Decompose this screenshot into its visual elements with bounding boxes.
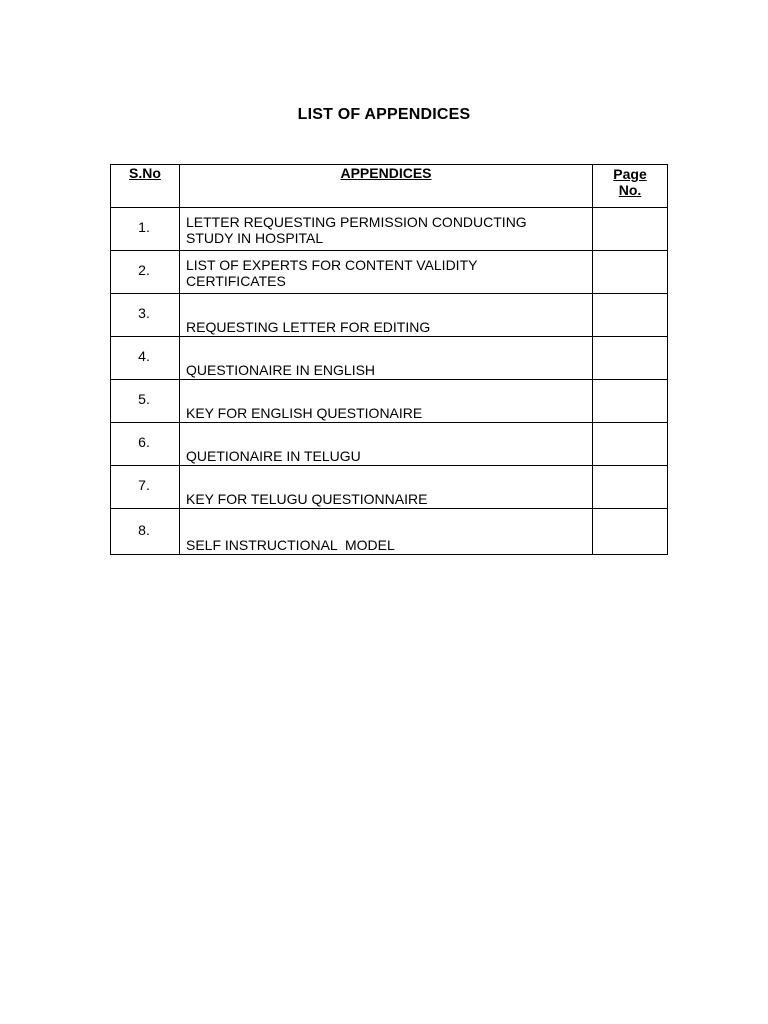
row-title: KEY FOR ENGLISH QUESTIONAIRE <box>180 380 593 423</box>
row-sno <box>111 208 180 251</box>
row-page <box>593 208 668 251</box>
page-title: LIST OF APPENDICES <box>297 106 471 123</box>
row-title-line2: CERTIFICATES <box>186 273 286 289</box>
row-sno-text: 3. <box>138 305 150 321</box>
row-sno-text: 1. <box>138 219 150 235</box>
row-title: QUETIONAIRE IN TELUGU <box>180 423 593 466</box>
row-sno <box>111 337 180 380</box>
row-sno <box>111 294 180 337</box>
row-title: SELF INSTRUCTIONAL MODEL <box>180 509 593 555</box>
row-sno <box>111 251 180 294</box>
row-page <box>593 509 668 555</box>
row-sno <box>111 423 180 466</box>
row-title-line1: LIST OF EXPERTS FOR CONTENT VALIDITY <box>186 257 478 273</box>
row-sno-text: 6. <box>138 434 150 450</box>
row-sno-text: 5. <box>138 391 150 407</box>
row-page <box>593 251 668 294</box>
header-page-no <box>593 165 668 208</box>
row-page <box>593 337 668 380</box>
table-row <box>111 423 668 466</box>
table-row <box>111 466 668 509</box>
table-row <box>111 509 668 555</box>
row-page <box>593 380 668 423</box>
row-page <box>593 466 668 509</box>
table-row <box>111 294 668 337</box>
row-title-line1: LETTER REQUESTING PERMISSION CONDUCTING <box>186 214 527 230</box>
row-sno <box>111 380 180 423</box>
table-body <box>111 208 668 555</box>
table-row <box>111 251 668 294</box>
header-page-line2: No. <box>618 182 642 198</box>
row-title-line2: STUDY IN HOSPITAL <box>186 230 324 246</box>
appendix-table <box>110 164 668 555</box>
header-page-line1: Page <box>613 166 647 182</box>
row-sno-text: 8. <box>138 521 150 538</box>
header-appendices: APPENDICES <box>180 165 593 208</box>
row-title <box>180 208 593 251</box>
row-title <box>180 251 593 294</box>
row-sno-text: 4. <box>138 348 150 364</box>
row-title: REQUESTING LETTER FOR EDITING <box>180 294 593 337</box>
table-header-row <box>111 165 668 208</box>
table-header <box>111 165 668 208</box>
table-row <box>111 208 668 251</box>
header-sno: S.No <box>111 165 180 208</box>
row-sno <box>111 509 180 555</box>
row-sno-text: 2. <box>138 262 150 278</box>
row-page <box>593 423 668 466</box>
row-sno <box>111 466 180 509</box>
row-title: QUESTIONAIRE IN ENGLISH <box>180 337 593 380</box>
row-title: KEY FOR TELUGU QUESTIONNAIRE <box>180 466 593 509</box>
table-row <box>111 337 668 380</box>
table-row <box>111 380 668 423</box>
row-page <box>593 294 668 337</box>
row-sno-text: 7. <box>138 477 150 493</box>
